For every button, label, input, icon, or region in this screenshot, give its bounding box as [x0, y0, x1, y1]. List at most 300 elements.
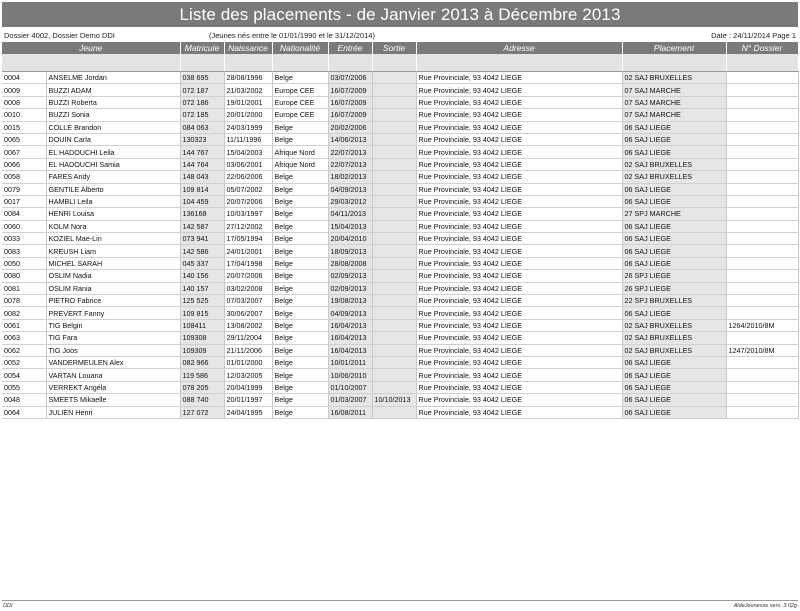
- cell-name: BUZZI Roberta: [46, 96, 180, 108]
- cell-sortie: [372, 121, 416, 133]
- cell-entree: 16/08/2011: [328, 406, 372, 418]
- table-row: [2, 257, 798, 269]
- cell-sortie: [372, 406, 416, 418]
- col-header-entree: Entrée: [328, 42, 372, 54]
- cell-placement: 06 SAJ LIEGE: [622, 394, 726, 406]
- cell-adresse: Rue Provinciale, 93 4042 LIEGE: [416, 208, 622, 220]
- cell-adresse: Rue Provinciale, 93 4042 LIEGE: [416, 133, 622, 145]
- cell-placement: 06 SAJ LIEGE: [622, 307, 726, 319]
- cell-sortie: [372, 307, 416, 319]
- cell-name: VERREKT Angéla: [46, 381, 180, 393]
- table-row: [2, 319, 798, 331]
- cell-nationalite: Belge: [272, 72, 328, 84]
- cell-entree: 16/04/2013: [328, 332, 372, 344]
- cell-nationalite: Belge: [272, 183, 328, 195]
- cell-id: 0033: [2, 233, 46, 245]
- cell-entree: 02/09/2013: [328, 282, 372, 294]
- cell-placement: 07 SAJ MARCHE: [622, 109, 726, 121]
- cell-entree: 03/07/2006: [328, 72, 372, 84]
- cell-matricule: 072 185: [180, 109, 224, 121]
- cell-naissance: 29/11/2004: [224, 332, 272, 344]
- cell-adresse: Rue Provinciale, 93 4042 LIEGE: [416, 394, 622, 406]
- table-row: [2, 406, 798, 418]
- cell-adresse: Rue Provinciale, 93 4042 LIEGE: [416, 332, 622, 344]
- cell-nationalite: Belge: [272, 319, 328, 331]
- cell-name: KREUSH Liam: [46, 245, 180, 257]
- cell-entree: 14/06/2013: [328, 133, 372, 145]
- cell-sortie: [372, 369, 416, 381]
- header-spacer-row: [2, 54, 798, 72]
- cell-naissance: 19/01/2001: [224, 96, 272, 108]
- cell-adresse: Rue Provinciale, 93 4042 LIEGE: [416, 220, 622, 232]
- cell-id: 0063: [2, 332, 46, 344]
- cell-nationalite: Belge: [272, 245, 328, 257]
- cell-entree: 29/03/2012: [328, 195, 372, 207]
- cell-matricule: 109309: [180, 344, 224, 356]
- cell-id: 0061: [2, 319, 46, 331]
- cell-naissance: 27/12/2002: [224, 220, 272, 232]
- cell-adresse: Rue Provinciale, 93 4042 LIEGE: [416, 121, 622, 133]
- cell-dossier: [726, 356, 798, 368]
- cell-dossier: [726, 183, 798, 195]
- cell-sortie: [372, 171, 416, 183]
- cell-name: PIETRO Fabrice: [46, 295, 180, 307]
- cell-name: TIG Joos: [46, 344, 180, 356]
- cell-id: 0055: [2, 381, 46, 393]
- cell-placement: 07 SAJ MARCHE: [622, 96, 726, 108]
- table-row: [2, 84, 798, 96]
- cell-nationalite: Belge: [272, 406, 328, 418]
- cell-naissance: 01/01/2000: [224, 356, 272, 368]
- cell-dossier: [726, 133, 798, 145]
- cell-matricule: 136168: [180, 208, 224, 220]
- cell-naissance: 28/08/1996: [224, 72, 272, 84]
- cell-dossier: [726, 146, 798, 158]
- table-row: [2, 121, 798, 133]
- cell-placement: 06 SAJ LIEGE: [622, 233, 726, 245]
- cell-entree: 02/09/2013: [328, 270, 372, 282]
- cell-adresse: Rue Provinciale, 93 4042 LIEGE: [416, 406, 622, 418]
- cell-dossier: [726, 257, 798, 269]
- cell-entree: 16/04/2013: [328, 319, 372, 331]
- cell-matricule: 084 063: [180, 121, 224, 133]
- cell-naissance: 17/04/1998: [224, 257, 272, 269]
- table-row: [2, 307, 798, 319]
- cell-placement: 06 SAJ LIEGE: [622, 146, 726, 158]
- cell-name: MICHEL SARAH: [46, 257, 180, 269]
- cell-matricule: 140 157: [180, 282, 224, 294]
- cell-adresse: Rue Provinciale, 93 4042 LIEGE: [416, 344, 622, 356]
- cell-placement: 02 SAJ BRUXELLES: [622, 72, 726, 84]
- cell-id: 0064: [2, 406, 46, 418]
- table-row: [2, 109, 798, 121]
- col-header-jeune: Jeune: [2, 42, 180, 54]
- cell-entree: 10/06/2010: [328, 369, 372, 381]
- cell-nationalite: Belge: [272, 121, 328, 133]
- cell-entree: 04/09/2013: [328, 307, 372, 319]
- table-row: [2, 344, 798, 356]
- cell-nationalite: Belge: [272, 171, 328, 183]
- cell-matricule: 109308: [180, 332, 224, 344]
- cell-adresse: Rue Provinciale, 93 4042 LIEGE: [416, 381, 622, 393]
- cell-nationalite: Belge: [272, 257, 328, 269]
- cell-id: 0081: [2, 282, 46, 294]
- table-row: [2, 72, 798, 84]
- cell-adresse: Rue Provinciale, 93 4042 LIEGE: [416, 72, 622, 84]
- cell-name: HAMBLI Leila: [46, 195, 180, 207]
- col-header-sortie: Sortie: [372, 42, 416, 54]
- cell-name: OSLIM Nadia: [46, 270, 180, 282]
- footer-rule: [2, 600, 798, 601]
- cell-id: 0004: [2, 72, 46, 84]
- cell-naissance: 20/01/1997: [224, 394, 272, 406]
- date-page-label: Date : 24/11/2014 Page 1: [711, 31, 796, 40]
- cell-placement: 06 SAJ LIEGE: [622, 195, 726, 207]
- cell-name: PREVERT Fanny: [46, 307, 180, 319]
- table-row: [2, 282, 798, 294]
- cell-entree: 04/09/2013: [328, 183, 372, 195]
- cell-matricule: 072 186: [180, 96, 224, 108]
- table-row: [2, 394, 798, 406]
- report-info-line: [4, 31, 796, 41]
- cell-dossier: [726, 381, 798, 393]
- cell-dossier: 1264/2010/8M: [726, 319, 798, 331]
- table-header-row: [2, 42, 798, 54]
- cell-placement: 06 SAJ LIEGE: [622, 183, 726, 195]
- cell-id: 0082: [2, 307, 46, 319]
- cell-dossier: 1247/2010/8M: [726, 344, 798, 356]
- table-row: [2, 295, 798, 307]
- col-header-dossier: N° Dossier: [726, 42, 798, 54]
- cell-name: JULIEN Henri: [46, 406, 180, 418]
- cell-naissance: 20/04/1999: [224, 381, 272, 393]
- cell-dossier: [726, 121, 798, 133]
- cell-name: VANDERMEULEN Alex: [46, 356, 180, 368]
- cell-nationalite: Europe CEE: [272, 109, 328, 121]
- cell-dossier: [726, 109, 798, 121]
- cell-sortie: [372, 208, 416, 220]
- cell-name: GENTILE Alberto: [46, 183, 180, 195]
- cell-dossier: [726, 96, 798, 108]
- cell-name: SMEETS Mikaelle: [46, 394, 180, 406]
- col-header-nationalite: Nationalité: [272, 42, 328, 54]
- cell-name: VARTAN Louana: [46, 369, 180, 381]
- cell-adresse: Rue Provinciale, 93 4042 LIEGE: [416, 257, 622, 269]
- cell-id: 0078: [2, 295, 46, 307]
- cell-dossier: [726, 245, 798, 257]
- birth-range-label: (Jeunes nés entre le 01/01/1990 et le 31/12/2014): [209, 31, 375, 40]
- cell-name: KOLM Nora: [46, 220, 180, 232]
- cell-entree: 01/03/2007: [328, 394, 372, 406]
- cell-entree: 16/07/2009: [328, 84, 372, 96]
- cell-sortie: [372, 133, 416, 145]
- cell-entree: 20/04/2010: [328, 233, 372, 245]
- cell-sortie: [372, 195, 416, 207]
- cell-adresse: Rue Provinciale, 93 4042 LIEGE: [416, 282, 622, 294]
- cell-dossier: [726, 332, 798, 344]
- cell-matricule: 082 966: [180, 356, 224, 368]
- cell-sortie: [372, 282, 416, 294]
- cell-matricule: 140 156: [180, 270, 224, 282]
- cell-name: TIG Belgin: [46, 319, 180, 331]
- cell-id: 0010: [2, 109, 46, 121]
- table-row: [2, 133, 798, 145]
- cell-naissance: 21/11/2006: [224, 344, 272, 356]
- cell-dossier: [726, 295, 798, 307]
- cell-dossier: [726, 72, 798, 84]
- cell-nationalite: Belge: [272, 295, 328, 307]
- cell-matricule: 108411: [180, 319, 224, 331]
- cell-nationalite: Belge: [272, 233, 328, 245]
- table-row: [2, 96, 798, 108]
- cell-entree: 10/01/2011: [328, 356, 372, 368]
- cell-name: HENRI Louisa: [46, 208, 180, 220]
- cell-sortie: [372, 146, 416, 158]
- cell-matricule: 144 764: [180, 158, 224, 170]
- cell-id: 0054: [2, 369, 46, 381]
- cell-entree: 04/11/2013: [328, 208, 372, 220]
- cell-matricule: 104 459: [180, 195, 224, 207]
- cell-placement: 02 SAJ BRUXELLES: [622, 158, 726, 170]
- cell-dossier: [726, 84, 798, 96]
- cell-sortie: [372, 233, 416, 245]
- cell-dossier: [726, 208, 798, 220]
- cell-sortie: [372, 109, 416, 121]
- cell-nationalite: Belge: [272, 220, 328, 232]
- cell-matricule: 109 815: [180, 307, 224, 319]
- cell-naissance: 24/01/2001: [224, 245, 272, 257]
- cell-entree: 28/08/2008: [328, 257, 372, 269]
- cell-naissance: 21/03/2002: [224, 84, 272, 96]
- cell-id: 0080: [2, 270, 46, 282]
- cell-adresse: Rue Provinciale, 93 4042 LIEGE: [416, 270, 622, 282]
- cell-placement: 07 SAJ MARCHE: [622, 84, 726, 96]
- table-row: [2, 270, 798, 282]
- cell-nationalite: Europe CEE: [272, 84, 328, 96]
- cell-id: 0065: [2, 133, 46, 145]
- cell-sortie: [372, 96, 416, 108]
- cell-nationalite: Belge: [272, 195, 328, 207]
- cell-placement: 26 SPJ LIEGE: [622, 282, 726, 294]
- cell-adresse: Rue Provinciale, 93 4042 LIEGE: [416, 245, 622, 257]
- cell-adresse: Rue Provinciale, 93 4042 LIEGE: [416, 295, 622, 307]
- cell-entree: 22/07/2013: [328, 158, 372, 170]
- table-row: [2, 356, 798, 368]
- cell-id: 0052: [2, 356, 46, 368]
- cell-adresse: Rue Provinciale, 93 4042 LIEGE: [416, 356, 622, 368]
- cell-id: 0050: [2, 257, 46, 269]
- cell-matricule: 078 205: [180, 381, 224, 393]
- cell-id: 0048: [2, 394, 46, 406]
- cell-matricule: 127 072: [180, 406, 224, 418]
- cell-naissance: 24/03/1999: [224, 121, 272, 133]
- cell-placement: 06 SAJ LIEGE: [622, 356, 726, 368]
- table-row: [2, 245, 798, 257]
- cell-id: 0008: [2, 96, 46, 108]
- cell-entree: 16/04/2013: [328, 344, 372, 356]
- cell-naissance: 30/06/2007: [224, 307, 272, 319]
- cell-placement: 06 SAJ LIEGE: [622, 257, 726, 269]
- cell-adresse: Rue Provinciale, 93 4042 LIEGE: [416, 158, 622, 170]
- table-row: [2, 208, 798, 220]
- cell-name: OSLIM Rania: [46, 282, 180, 294]
- cell-nationalite: Belge: [272, 133, 328, 145]
- cell-naissance: 20/07/2006: [224, 195, 272, 207]
- table-row: [2, 233, 798, 245]
- cell-sortie: [372, 319, 416, 331]
- cell-nationalite: Belge: [272, 208, 328, 220]
- cell-entree: 15/04/2013: [328, 220, 372, 232]
- cell-dossier: [726, 307, 798, 319]
- cell-entree: 01/10/2007: [328, 381, 372, 393]
- cell-sortie: [372, 381, 416, 393]
- cell-sortie: [372, 183, 416, 195]
- cell-adresse: Rue Provinciale, 93 4042 LIEGE: [416, 171, 622, 183]
- cell-naissance: 05/07/2002: [224, 183, 272, 195]
- cell-placement: 02 SAJ BRUXELLES: [622, 319, 726, 331]
- cell-matricule: 073 941: [180, 233, 224, 245]
- table-row: [2, 146, 798, 158]
- cell-matricule: 045 337: [180, 257, 224, 269]
- cell-dossier: [726, 158, 798, 170]
- cell-naissance: 24/04/1995: [224, 406, 272, 418]
- cell-entree: 16/07/2009: [328, 96, 372, 108]
- cell-matricule: 088 740: [180, 394, 224, 406]
- cell-naissance: 07/03/2007: [224, 295, 272, 307]
- cell-name: FARES Andy: [46, 171, 180, 183]
- cell-placement: 06 SAJ LIEGE: [622, 245, 726, 257]
- cell-sortie: [372, 295, 416, 307]
- cell-matricule: 142 586: [180, 245, 224, 257]
- cell-naissance: 13/08/2002: [224, 319, 272, 331]
- cell-adresse: Rue Provinciale, 93 4042 LIEGE: [416, 109, 622, 121]
- cell-sortie: [372, 220, 416, 232]
- cell-placement: 27 SPJ MARCHE: [622, 208, 726, 220]
- cell-sortie: [372, 72, 416, 84]
- cell-sortie: [372, 270, 416, 282]
- cell-entree: 16/07/2009: [328, 109, 372, 121]
- cell-nationalite: Belge: [272, 332, 328, 344]
- report-title: Liste des placements - de Janvier 2013 à Décembre 2013: [2, 2, 798, 27]
- cell-id: 0083: [2, 245, 46, 257]
- cell-dossier: [726, 394, 798, 406]
- cell-entree: 18/02/2013: [328, 171, 372, 183]
- cell-placement: 06 SAJ LIEGE: [622, 369, 726, 381]
- cell-naissance: 20/07/2006: [224, 270, 272, 282]
- cell-id: 0009: [2, 84, 46, 96]
- cell-entree: 19/08/2013: [328, 295, 372, 307]
- table-row: [2, 158, 798, 170]
- cell-placement: 06 SAJ LIEGE: [622, 381, 726, 393]
- cell-placement: 06 SAJ LIEGE: [622, 406, 726, 418]
- cell-adresse: Rue Provinciale, 93 4042 LIEGE: [416, 146, 622, 158]
- cell-adresse: Rue Provinciale, 93 4042 LIEGE: [416, 183, 622, 195]
- cell-placement: 06 SAJ LIEGE: [622, 220, 726, 232]
- cell-matricule: 038 695: [180, 72, 224, 84]
- cell-dossier: [726, 282, 798, 294]
- cell-nationalite: Europe CEE: [272, 96, 328, 108]
- cell-placement: 22 SPJ BRUXELLES: [622, 295, 726, 307]
- cell-naissance: 11/11/1996: [224, 133, 272, 145]
- cell-adresse: Rue Provinciale, 93 4042 LIEGE: [416, 84, 622, 96]
- cell-id: 0060: [2, 220, 46, 232]
- cell-matricule: 109 814: [180, 183, 224, 195]
- cell-naissance: 03/02/2008: [224, 282, 272, 294]
- cell-nationalite: Belge: [272, 369, 328, 381]
- footer-version-label: AideJeunesse vers. 3.02g: [733, 603, 797, 609]
- cell-id: 0015: [2, 121, 46, 133]
- cell-nationalite: Belge: [272, 344, 328, 356]
- cell-naissance: 15/04/2003: [224, 146, 272, 158]
- cell-id: 0062: [2, 344, 46, 356]
- cell-dossier: [726, 171, 798, 183]
- cell-sortie: [372, 356, 416, 368]
- cell-sortie: [372, 245, 416, 257]
- cell-entree: 18/09/2013: [328, 245, 372, 257]
- cell-naissance: 10/03/1997: [224, 208, 272, 220]
- cell-matricule: 119 586: [180, 369, 224, 381]
- cell-dossier: [726, 369, 798, 381]
- cell-nationalite: Belge: [272, 282, 328, 294]
- cell-nationalite: Belge: [272, 307, 328, 319]
- cell-placement: 26 SPJ LIEGE: [622, 270, 726, 282]
- cell-nationalite: Afrique Nord: [272, 158, 328, 170]
- cell-matricule: 125 525: [180, 295, 224, 307]
- table-row: [2, 171, 798, 183]
- cell-naissance: 22/06/2006: [224, 171, 272, 183]
- cell-naissance: 12/03/2005: [224, 369, 272, 381]
- cell-nationalite: Afrique Nord: [272, 146, 328, 158]
- cell-nationalite: Belge: [272, 394, 328, 406]
- cell-dossier: [726, 406, 798, 418]
- cell-placement: 06 SAJ LIEGE: [622, 121, 726, 133]
- cell-id: 0079: [2, 183, 46, 195]
- cell-adresse: Rue Provinciale, 93 4042 LIEGE: [416, 369, 622, 381]
- cell-name: ANSELME Jordan: [46, 72, 180, 84]
- col-header-adresse: Adresse: [416, 42, 622, 54]
- table-row: [2, 195, 798, 207]
- cell-id: 0066: [2, 158, 46, 170]
- cell-matricule: 142 587: [180, 220, 224, 232]
- table-row: [2, 183, 798, 195]
- cell-matricule: 072 187: [180, 84, 224, 96]
- cell-id: 0084: [2, 208, 46, 220]
- cell-dossier: [726, 220, 798, 232]
- cell-placement: 06 SAJ LIEGE: [622, 133, 726, 145]
- dossier-label: Dossier 4002, Dossier Demo DDI: [4, 31, 115, 40]
- cell-adresse: Rue Provinciale, 93 4042 LIEGE: [416, 233, 622, 245]
- cell-dossier: [726, 270, 798, 282]
- table-row: [2, 381, 798, 393]
- cell-nationalite: Belge: [272, 381, 328, 393]
- cell-entree: 20/02/2006: [328, 121, 372, 133]
- cell-name: EL HADOUCHI Leila: [46, 146, 180, 158]
- cell-name: DOUIN Carla: [46, 133, 180, 145]
- cell-name: COLLE Brandon: [46, 121, 180, 133]
- col-header-matricule: Matricule: [180, 42, 224, 54]
- footer-left-label: DDI: [3, 603, 13, 609]
- cell-id: 0058: [2, 171, 46, 183]
- table-row: [2, 332, 798, 344]
- cell-name: BUZZI ADAM: [46, 84, 180, 96]
- cell-id: 0067: [2, 146, 46, 158]
- cell-naissance: 17/05/1994: [224, 233, 272, 245]
- cell-adresse: Rue Provinciale, 93 4042 LIEGE: [416, 195, 622, 207]
- col-header-placement: Placement: [622, 42, 726, 54]
- cell-matricule: 144 767: [180, 146, 224, 158]
- cell-sortie: [372, 257, 416, 269]
- cell-sortie: [372, 344, 416, 356]
